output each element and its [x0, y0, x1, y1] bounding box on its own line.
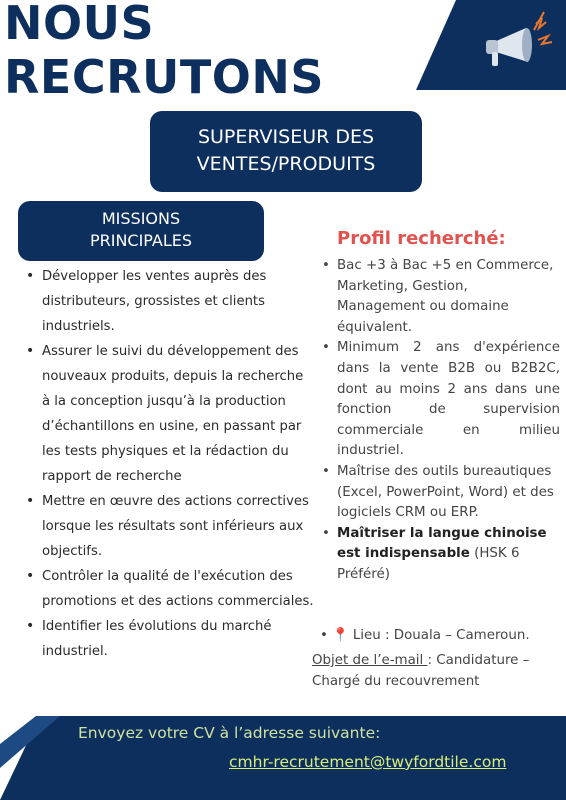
footer-instruction: Envoyez votre CV à l’adresse suivante: — [78, 724, 381, 742]
headline-line-1: NOUS — [4, 0, 155, 50]
mission-item: • Mettre en œuvre des actions correctives lorsque les résultats sont inférieurs aux objectifs. — [22, 489, 314, 564]
missions-heading-line-1: MISSIONS — [101, 209, 181, 228]
job-title-line-2: VENTES/PRODUITS — [196, 153, 376, 175]
job-title-line-1: SUPERVISEUR DES — [197, 126, 375, 148]
profil-item: • Minimum 2 ans d'expérience dans la vente B2B ou B2B2C, dont au moins 2 ans dans une fonction de supervision commerciale en milieu industriel. — [320, 338, 560, 462]
language-level: (HSK 6 Préféré) — [337, 546, 520, 582]
email-link[interactable]: cmhr-recrutement@twyfordtile.com — [229, 753, 507, 771]
job-title-banner — [150, 111, 422, 192]
location-text: Lieu : Douala – Cameroun. — [352, 628, 530, 643]
email-subject-label: Objet de l’e-mail — [312, 653, 428, 668]
profil-item: • Bac +3 à Bac +5 en Commerce, Marketing, Gestion, Management ou domaine équivalent. — [320, 256, 560, 338]
mission-item: • Développer les ventes auprès des distributeurs, grossistes et clients industriels. — [22, 264, 314, 339]
language-requirement: Maîtriser la langue chinoise est indispensable — [337, 525, 547, 562]
missions-heading-line-2: PRINCIPALES — [89, 231, 193, 250]
corner-decoration — [416, 0, 566, 90]
headline — [4, 0, 344, 104]
mission-item: • Assurer le suivi du développement des nouveaux produits, depuis la recherche à la conception jusqu’à la production d’échantillons en usine, en passant par les tests physiques et la rédaction du rapport de recherche — [22, 339, 314, 489]
missions-list — [22, 264, 314, 664]
location-line: • 📍 Lieu : Douala – Cameroun. — [320, 628, 530, 643]
location-pin-icon: 📍 — [332, 628, 349, 643]
missions-heading — [18, 201, 264, 261]
profil-item-language — [320, 524, 560, 586]
profil-list — [320, 256, 560, 586]
email-subject — [312, 650, 562, 692]
email-subject-value: : Candidature – Chargé du recouvrement — [312, 653, 530, 689]
mission-item: • Contrôler la qualité de l'exécution des promotions et des actions commerciales. — [22, 564, 314, 614]
headline-line-2: RECRUTONS — [4, 50, 324, 104]
profil-item: • Maîtrise des outils bureautiques (Excel, PowerPoint, Word) et des logiciels CRM ou ERP. — [320, 462, 560, 524]
profil-title: Profil recherché: — [337, 228, 506, 249]
mission-item: • Identifier les évolutions du marché industriel. — [22, 614, 314, 664]
